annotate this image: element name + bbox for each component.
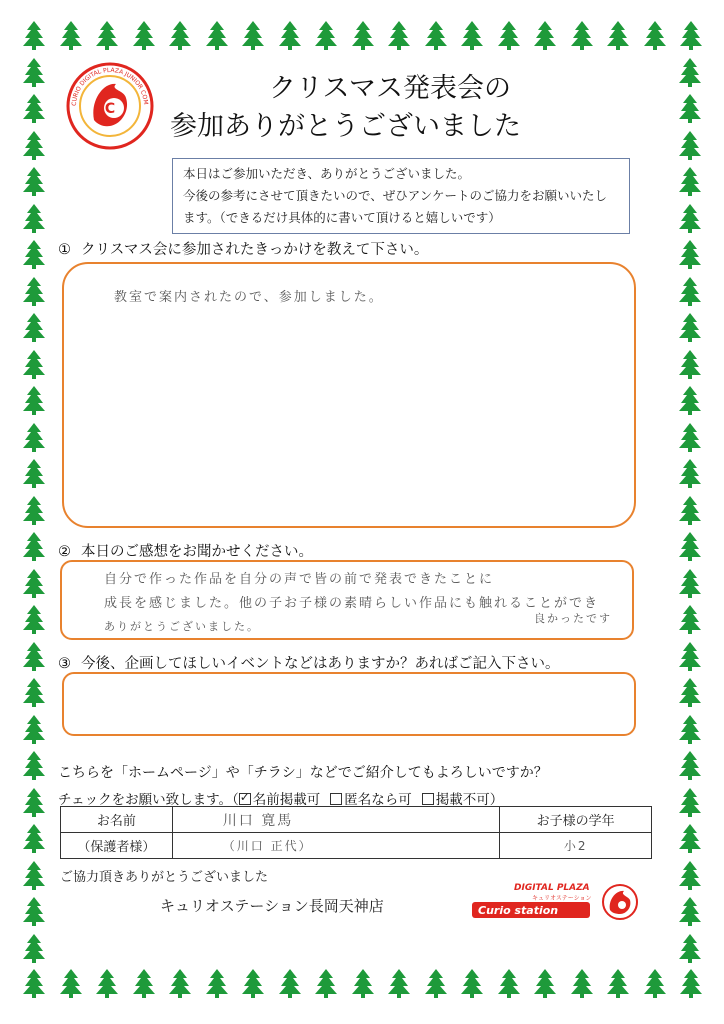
option-not-allowed-label: 掲載不可: [435, 792, 490, 808]
tree-icon: [351, 20, 375, 50]
tree-icon: [679, 968, 703, 998]
tree-icon: [678, 531, 702, 561]
tree-icon: [424, 968, 448, 998]
answer-2-line-1: 自分で作った作品を自分の声で皆の前で発表できたことに: [104, 572, 495, 587]
checkbox-not-allowed[interactable]: [422, 793, 434, 805]
tree-icon: [678, 641, 702, 671]
tree-icon: [678, 239, 702, 269]
answer-2-line-3: ありがとうございました。: [104, 620, 260, 633]
tree-icon: [22, 276, 46, 306]
tree-icon: [132, 20, 156, 50]
tree-icon: [351, 968, 375, 998]
consent-instruction: チェックをお願い致します。（: [58, 792, 239, 808]
tree-icon: [678, 823, 702, 853]
answer-1-line-1: 教室で案内されたので、参加しました。: [114, 290, 384, 305]
logo-ring-text: CURIO DIGITAL PLAZA JUNIOR COM: [70, 66, 150, 107]
school-logo: [64, 60, 156, 152]
tree-icon: [678, 714, 702, 744]
tree-icon: [22, 896, 46, 926]
tree-icon: [314, 968, 338, 998]
option-anonymous-label: 匿名なら可: [344, 792, 412, 808]
consent-close-paren: ）: [489, 792, 504, 808]
tree-icon: [22, 531, 46, 561]
tree-icon: [678, 787, 702, 817]
option-name-ok-label: 名前掲載可: [252, 792, 321, 808]
tree-icon: [205, 20, 229, 50]
tree-icon: [606, 968, 630, 998]
svg-text:C: C: [104, 101, 116, 117]
tree-icon: [678, 677, 702, 707]
title-line-1: クリスマス発表会の: [269, 73, 511, 104]
tree-icon: [679, 20, 703, 50]
tree-icon: [22, 130, 46, 160]
tree-icon: [168, 968, 192, 998]
tree-icon: [678, 750, 702, 780]
tree-icon: [22, 968, 46, 998]
store-logo-sub: キュリオステーション: [532, 895, 592, 902]
tree-icon: [95, 20, 119, 50]
tree-icon: [678, 568, 702, 598]
question-2-text: 本日のご感想をお聞かせください。: [81, 544, 313, 560]
checkbox-name-ok[interactable]: [239, 793, 251, 805]
tree-icon: [241, 968, 265, 998]
intro-line-3: ます。（できるだけ具体的に書いて頂けると嬉しいです）: [183, 210, 501, 225]
tree-icon: [22, 20, 46, 50]
thanks-text: ご協力頂きありがとうございました: [60, 870, 269, 885]
store-logo: [470, 878, 642, 924]
question-3-text: 今後、企画してほしいイベントなどはありますか？あればご記入下さい。: [81, 656, 560, 672]
tree-icon: [59, 968, 83, 998]
tree-icon: [387, 20, 411, 50]
tree-icon: [22, 495, 46, 525]
tree-icon: [278, 20, 302, 50]
question-1-text: クリスマス会に参加されたきっかけを教えて下さい。: [81, 242, 429, 258]
tree-icon: [643, 968, 667, 998]
grade-value: 小2: [563, 839, 588, 853]
tree-icon: [22, 750, 46, 780]
name-label: お名前: [61, 807, 173, 833]
tree-icon: [22, 57, 46, 87]
question-3-number: ③: [58, 656, 71, 672]
consent-options: [58, 788, 503, 808]
intro-line-1: 本日はご参加いただき、ありがとうございました。: [183, 166, 471, 181]
tree-icon: [678, 385, 702, 415]
tree-icon: [678, 57, 702, 87]
tree-icon: [22, 239, 46, 269]
question-2: [58, 540, 313, 561]
tree-icon: [533, 20, 557, 50]
guardian-value: （川口 正代）: [222, 839, 313, 853]
tree-icon: [460, 968, 484, 998]
tree-icon: [22, 641, 46, 671]
store-logo-top: DIGITAL PLAZA: [514, 883, 590, 893]
intro-line-2: 今後の参考にさせて頂きたいので、ぜひアンケートのご協力をお願いいたし: [183, 188, 608, 203]
tree-icon: [643, 20, 667, 50]
tree-icon: [678, 166, 702, 196]
tree-icon: [22, 422, 46, 452]
tree-icon: [22, 349, 46, 379]
tree-icon: [22, 714, 46, 744]
question-1: [58, 238, 428, 259]
name-grade-table: [60, 806, 652, 859]
tree-icon: [22, 677, 46, 707]
tree-icon: [424, 20, 448, 50]
question-2-number: ②: [58, 544, 71, 560]
name-value: 川口 寛馬: [222, 812, 294, 829]
tree-icon: [22, 860, 46, 890]
tree-icon: [314, 20, 338, 50]
grade-field[interactable]: [500, 833, 652, 859]
tree-icon: [22, 166, 46, 196]
tree-icon: [678, 495, 702, 525]
tree-icon: [533, 968, 557, 998]
answer-box-3[interactable]: [62, 672, 636, 736]
tree-icon: [678, 896, 702, 926]
tree-icon: [460, 20, 484, 50]
tree-icon: [678, 422, 702, 452]
tree-icon: [678, 130, 702, 160]
tree-icon: [497, 20, 521, 50]
answer-2-line-4: 良かったです: [534, 612, 612, 625]
title-line-2: 参加ありがとうございました: [170, 111, 521, 142]
tree-icon: [678, 349, 702, 379]
guardian-field[interactable]: [172, 833, 500, 859]
tree-icon: [22, 568, 46, 598]
answer-box-1[interactable]: [62, 262, 636, 528]
checkbox-anonymous-ok[interactable]: [330, 793, 342, 805]
tree-icon: [22, 312, 46, 342]
consent-question: こちらを「ホームページ」や「チラシ」などでご紹介してもよろしいですか？: [58, 765, 548, 781]
tree-icon: [22, 823, 46, 853]
store-logo-main: Curio station: [478, 904, 559, 917]
tree-icon: [22, 93, 46, 123]
tree-icon: [678, 312, 702, 342]
tree-icon: [678, 458, 702, 488]
question-1-number: ①: [58, 242, 71, 258]
tree-icon: [241, 20, 265, 50]
tree-icon: [132, 968, 156, 998]
tree-icon: [22, 933, 46, 963]
survey-sheet: [52, 52, 672, 952]
tree-icon: [570, 20, 594, 50]
guardian-label: （保護者様）: [61, 833, 173, 859]
tree-icon: [95, 968, 119, 998]
intro-box: [172, 158, 630, 234]
tree-icon: [606, 20, 630, 50]
tree-icon: [678, 276, 702, 306]
tree-icon: [59, 20, 83, 50]
store-name: キュリオステーション長岡天神店: [160, 897, 384, 915]
grade-label: お子様の学年: [500, 807, 652, 833]
tree-icon: [168, 20, 192, 50]
answer-box-2[interactable]: [60, 560, 634, 640]
tree-icon: [22, 203, 46, 233]
tree-icon: [678, 203, 702, 233]
tree-icon: [678, 93, 702, 123]
tree-icon: [22, 604, 46, 634]
tree-icon: [497, 968, 521, 998]
tree-icon: [387, 968, 411, 998]
tree-icon: [570, 968, 594, 998]
tree-icon: [205, 968, 229, 998]
page-title: [170, 70, 650, 146]
question-3: [58, 652, 560, 673]
tree-icon: [22, 385, 46, 415]
name-field[interactable]: [172, 807, 500, 833]
tree-icon: [678, 933, 702, 963]
tree-icon: [678, 860, 702, 890]
tree-icon: [22, 458, 46, 488]
tree-icon: [278, 968, 302, 998]
answer-2-line-2: 成長を感じました。他の子お子様の素晴らしい作品にも触れることができ: [104, 596, 600, 611]
tree-icon: [678, 604, 702, 634]
tree-icon: [22, 787, 46, 817]
